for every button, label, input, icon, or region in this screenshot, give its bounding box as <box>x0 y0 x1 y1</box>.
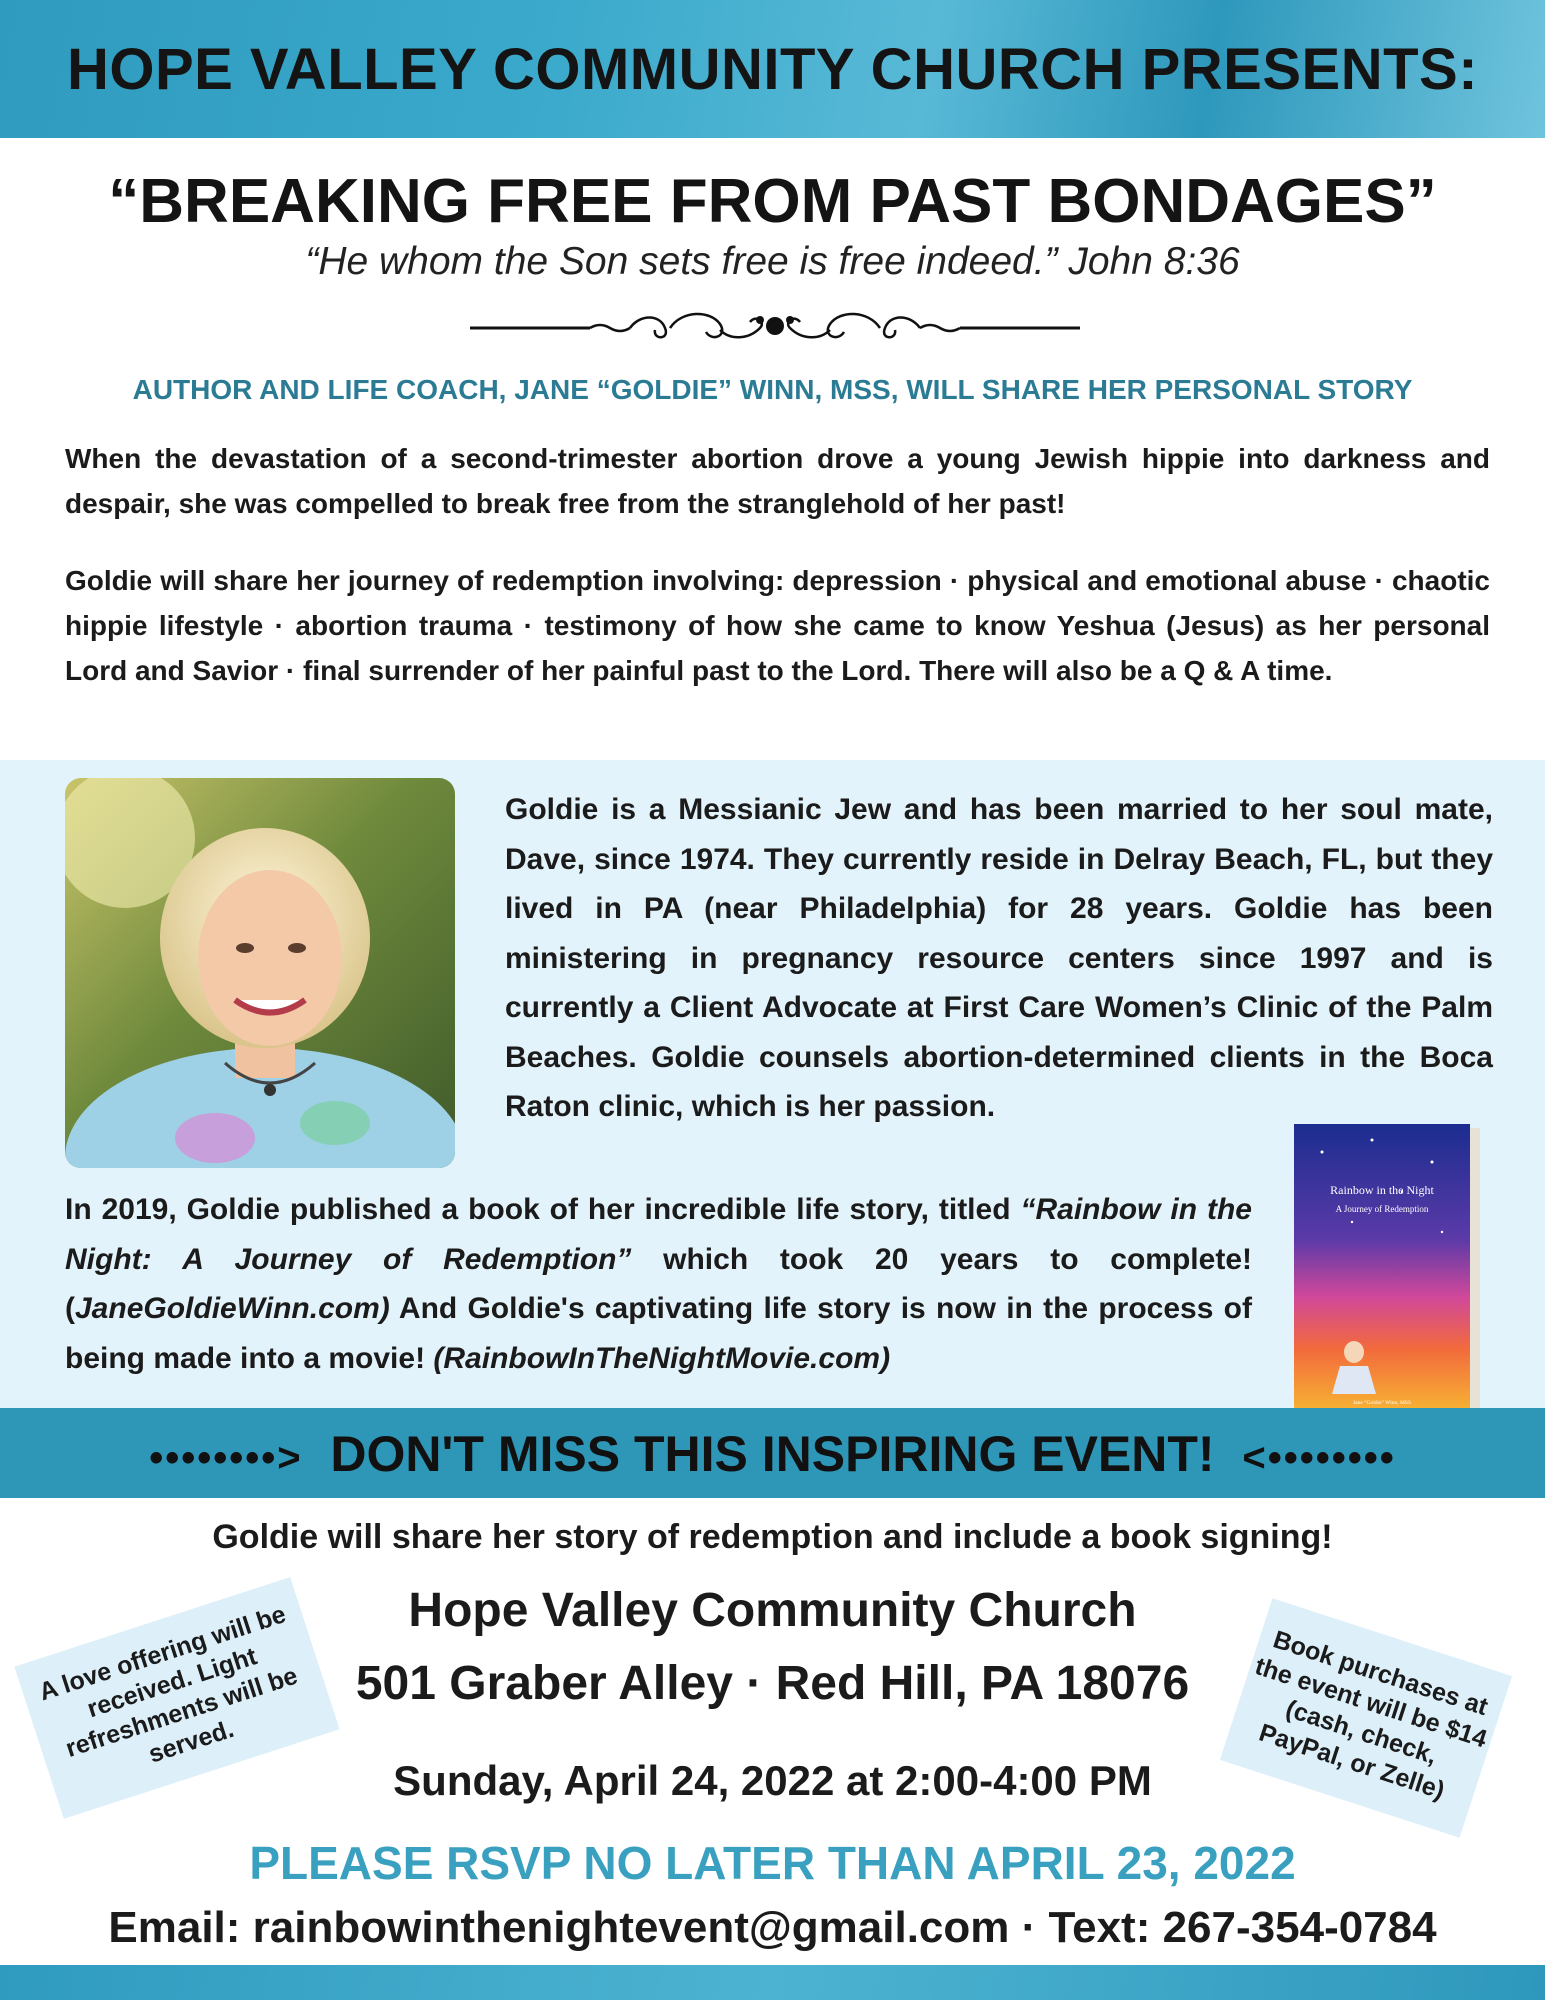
movie-website-link[interactable]: (RainbowInTheNightMovie.com) <box>433 1341 891 1375</box>
presenter-heading: HOPE VALLEY COMMUNITY CHURCH PRESENTS: <box>66 37 1479 102</box>
book-cover-author: Jane “Goldie” Winn, MSS <box>1352 1400 1412 1406</box>
movie-text: And Goldie's captivating life story is now in the process of being made into a movie! <box>65 1292 1252 1375</box>
book-cover-image <box>1292 1122 1490 1424</box>
book-title-text: “Rainbow in the Night: A Journey of Redemption” <box>65 1193 1252 1276</box>
journey-paragraph: Goldie will share her journey of redemption involving: depression · physical and emotional abuse · chaotic hippie lifestyle · abortion trauma · testimony of how she came to know Yeshua (Jesus) as her personal Lord and Savior · final surrender of her painful past to the Lord. There will also be a Q & A time. <box>65 565 1490 686</box>
book-intro-text: In 2019, Goldie published a book of her incredible life story, titled <box>65 1193 1021 1226</box>
intro-paragraph: When the devastation of a second-trimester abortion drove a young Jewish hippie into darkness and despair, she was compelled to break free from the stranglehold of her past! <box>65 443 1490 519</box>
book-price-note-text: Book purchases at the event will be $14 (cash, check, PayPal, or Zelle) <box>1251 1625 1492 1805</box>
book-middle-text: which took 20 years to complete! ( <box>65 1242 1252 1325</box>
book-cover-subtitle: A Journey of Redemption <box>1335 1204 1429 1214</box>
rsvp-deadline: PLEASE RSVP NO LATER THAN APRIL 23, 2022 <box>249 1837 1296 1889</box>
event-callout-text: DON'T MISS THIS INSPIRING EVENT! <box>330 1426 1215 1482</box>
left-arrow-icon: ••••••••> <box>149 1435 303 1480</box>
contact-info: Email: rainbowinthenightevent@gmail.com · Text: 267-354-0784 <box>108 1903 1437 1952</box>
offering-note-text: A love offering will be received. Light refreshments will be served. <box>35 1600 301 1769</box>
book-signing-line: Goldie will share her story of redemption and include a book signing! <box>212 1518 1333 1556</box>
event-title: “BREAKING FREE FROM PAST BONDAGES” <box>108 167 1437 236</box>
church-name: Hope Valley Community Church <box>408 1584 1137 1637</box>
speaker-photo <box>65 778 455 1168</box>
bottom-banner <box>0 1965 1545 2000</box>
right-arrow-icon: <•••••••• <box>1242 1435 1396 1480</box>
ornamental-divider <box>470 308 1080 348</box>
book-cover-title: Rainbow in the Night <box>1330 1183 1434 1197</box>
event-callout <box>0 1408 1545 1498</box>
author-website-link[interactable]: JaneGoldieWinn.com) <box>75 1292 390 1325</box>
book-paragraph <box>65 1185 1252 1383</box>
church-address: 501 Graber Alley · Red Hill, PA 18076 <box>355 1657 1190 1710</box>
scripture-verse: “He whom the Son sets free is free indeed.” John 8:36 <box>305 240 1240 283</box>
bio-paragraph: Goldie is a Messianic Jew and has been married to her soul mate, Dave, since 1974. They currently reside in Delray Beach, FL, but they lived in PA (near Philadelphia) for 28 years. Goldie has been ministering in pregnancy resource centers since 1997 and is currently a Client Advocate at First Care Women’s Clinic of the Palm Beaches. Goldie counsels abortion-determined clients in the Boca Raton clinic, which is her passion. <box>505 793 1493 1123</box>
speaker-subtitle: AUTHOR AND LIFE COACH, JANE “GOLDIE” WINN, MSS, WILL SHARE HER PERSONAL STORY <box>132 374 1413 405</box>
event-datetime: Sunday, April 24, 2022 at 2:00-4:00 PM <box>393 1757 1152 1804</box>
